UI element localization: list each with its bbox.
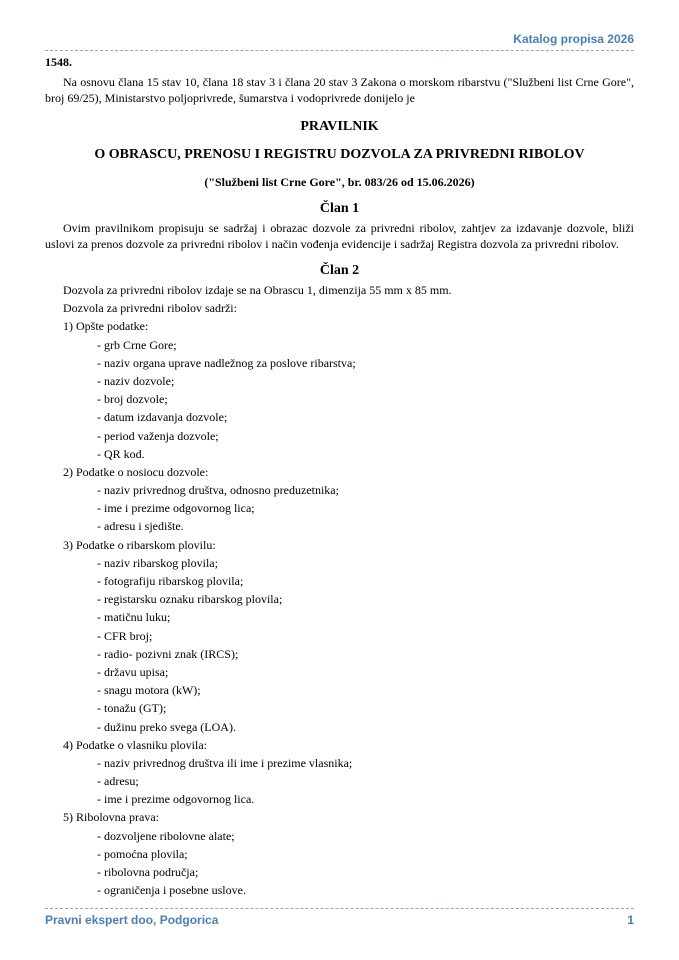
section-label: 4) Podatke o vlasniku plovila:: [63, 737, 207, 752]
list-item: - ograničenja i posebne uslove.: [97, 883, 246, 898]
list-item: - radio- pozivni znak (IRCS);: [97, 646, 239, 661]
section-label: 3) Podatke o ribarskom plovilu:: [63, 537, 216, 552]
page-footer: [45, 908, 634, 931]
list-item: - QR kod.: [97, 446, 145, 461]
document-subtitle: O OBRASCU, PRENOSU I REGISTRU DOZVOLA ZA PRIVREDNI RIBOLOV: [94, 147, 585, 162]
section-label: 2) Podatke o nosiocu dozvole:: [63, 464, 209, 479]
list-item: - državu upisa;: [97, 664, 169, 679]
list-item: - tonažu (GT);: [97, 701, 167, 716]
article-2-heading: Član 2: [319, 263, 360, 278]
publisher-name: Pravni ekspert doo, Podgorica: [45, 913, 219, 927]
list-item: - dužinu preko svega (LOA).: [97, 719, 236, 734]
list-item: - ribolovna područja;: [97, 865, 199, 879]
gazette-reference: ("Službeni list Crne Gore", br. 083/26 od 15.06.2026): [204, 175, 475, 189]
list-item: - dozvoljene ribolovne alate;: [97, 828, 235, 843]
list-item: - naziv dozvole;: [97, 373, 175, 388]
list-item: - ime i prezime odgovornog lica;: [97, 501, 255, 516]
list-item: - naziv organa uprave nadležnog za poslove ribarstva;: [97, 355, 356, 370]
list-item: - broj dozvole;: [97, 392, 168, 407]
section-label: 1) Opšte podatke:: [63, 319, 149, 334]
page-header: [45, 30, 634, 51]
list-item: - datum izdavanja dozvole;: [97, 410, 228, 425]
list-item: - pomoćna plovila;: [97, 846, 188, 861]
list-item: - snagu motora (kW);: [97, 683, 201, 698]
list-item: - CFR broj;: [97, 628, 153, 643]
document-title: PRAVILNIK: [300, 119, 379, 134]
list-item: - adresu i sjedište.: [97, 519, 184, 534]
list-item: - grb Crne Gore;: [97, 337, 177, 352]
list-item: - period važenja dozvole;: [97, 428, 219, 443]
article-2-line-2: Dozvola za privredni ribolov sadrži:: [63, 301, 237, 316]
catalog-title: Katalog propisa 2026: [513, 32, 634, 46]
list-item: - naziv privrednog društva ili ime i prezime vlasnika;: [97, 755, 353, 770]
list-item: - fotografiju ribarskog plovila;: [97, 574, 244, 588]
section-label: 5) Ribolovna prava:: [63, 810, 159, 825]
document-number: 1548.: [45, 55, 72, 69]
article-1-text: Ovim pravilnikom propisuju se sadržaj i obrazac dozvole za privredni ribolov, zahtjev za izdavanje dozvole, bliži uslovi za prenos dozvole za privredni ribolov i način vođenja evidencije i sadržaj Registra dozvola za privredni ribolov.: [45, 221, 634, 251]
article-1-heading: Član 1: [319, 201, 360, 216]
article-2-line-1: Dozvola za privredni ribolov izdaje se na Obrascu 1, dimenzija 55 mm x 85 mm.: [63, 283, 452, 297]
list-item: - ime i prezime odgovornog lica.: [97, 792, 255, 807]
document-body: [45, 54, 634, 900]
list-item: - adresu;: [97, 774, 139, 789]
list-item: - naziv privrednog društva, odnosno preduzetnika;: [97, 483, 339, 498]
list-item: - naziv ribarskog plovila;: [97, 555, 218, 570]
article-2-sections: [45, 318, 634, 898]
page-number: 1: [627, 913, 634, 927]
intro-paragraph: Na osnovu člana 15 stav 10, člana 18 stav 3 i člana 20 stav 3 Zakona o morskom ribarstvu ("Službeni list Crne Gore", broj 69/25), Ministarstvo poljoprivrede, šumarstva i vodoprivrede donijelo je: [45, 75, 634, 105]
list-item: - registarsku oznaku ribarskog plovila;: [97, 592, 283, 607]
list-item: - matičnu luku;: [97, 610, 171, 625]
